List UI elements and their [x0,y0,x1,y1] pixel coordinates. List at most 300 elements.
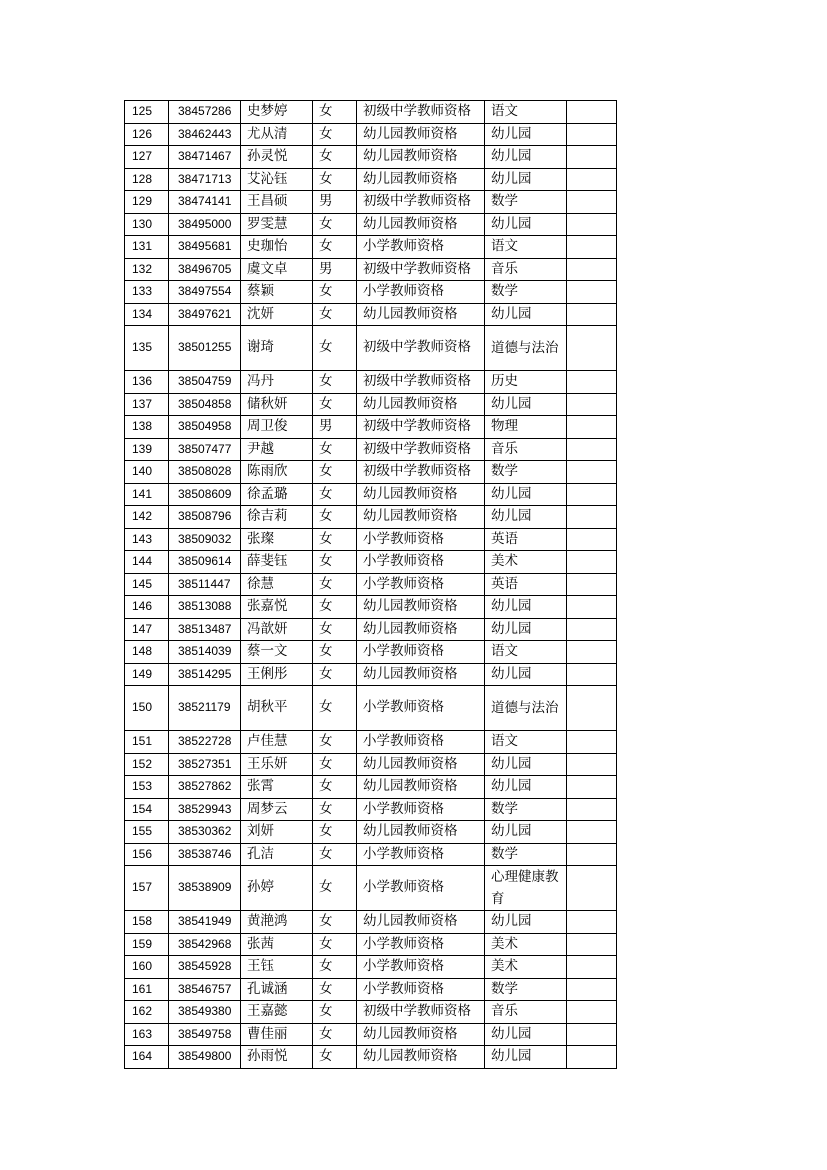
subject-cell: 历史 [485,371,567,394]
qualification-cell: 小学教师资格 [357,528,485,551]
candidate-id-cell: 38497554 [169,281,241,304]
qualification-cell: 小学教师资格 [357,573,485,596]
qualification-cell: 幼儿园教师资格 [357,821,485,844]
candidate-id-cell: 38471467 [169,146,241,169]
gender-cell: 女 [313,618,357,641]
candidate-id-cell: 38522728 [169,731,241,754]
subject-cell: 幼儿园 [485,168,567,191]
gender-cell: 女 [313,281,357,304]
candidate-id-cell: 38514039 [169,641,241,664]
gender-cell: 女 [313,146,357,169]
candidate-name-cell: 王俐彤 [241,663,313,686]
note-cell [567,686,617,731]
candidate-id-cell: 38542968 [169,933,241,956]
candidate-name-cell: 张茜 [241,933,313,956]
note-cell [567,956,617,979]
candidate-id-cell: 38508609 [169,483,241,506]
gender-cell: 女 [313,326,357,371]
row-number-cell: 126 [125,123,169,146]
table-row [125,798,617,821]
qualification-cell: 幼儿园教师资格 [357,776,485,799]
gender-cell: 男 [313,191,357,214]
table-row [125,101,617,124]
row-number-cell: 145 [125,573,169,596]
row-number-cell: 160 [125,956,169,979]
candidate-id-cell: 38545928 [169,956,241,979]
candidate-name-cell: 罗雯慧 [241,213,313,236]
qualification-cell: 小学教师资格 [357,236,485,259]
note-cell [567,753,617,776]
candidate-id-cell: 38521179 [169,686,241,731]
qualification-cell: 小学教师资格 [357,686,485,731]
candidate-name-cell: 孙灵悦 [241,146,313,169]
qualification-cell: 幼儿园教师资格 [357,618,485,641]
row-number-cell: 134 [125,303,169,326]
subject-cell: 音乐 [485,438,567,461]
note-cell [567,821,617,844]
qualification-cell: 初级中学教师资格 [357,371,485,394]
row-number-cell: 135 [125,326,169,371]
subject-cell: 语文 [485,101,567,124]
note-cell [567,1001,617,1024]
table-row [125,281,617,304]
qualification-cell: 幼儿园教师资格 [357,1023,485,1046]
subject-cell: 音乐 [485,258,567,281]
note-cell [567,506,617,529]
row-number-cell: 156 [125,843,169,866]
qualification-cell: 小学教师资格 [357,956,485,979]
qualification-cell: 初级中学教师资格 [357,438,485,461]
table-row [125,146,617,169]
qualification-cell: 幼儿园教师资格 [357,168,485,191]
qualification-cell: 小学教师资格 [357,843,485,866]
table-row [125,123,617,146]
candidate-id-cell: 38509614 [169,551,241,574]
candidate-id-cell: 38549380 [169,1001,241,1024]
gender-cell: 女 [313,393,357,416]
candidate-name-cell: 孔洁 [241,843,313,866]
row-number-cell: 147 [125,618,169,641]
table-row [125,1046,617,1069]
candidate-id-cell: 38514295 [169,663,241,686]
row-number-cell: 161 [125,978,169,1001]
row-number-cell: 159 [125,933,169,956]
gender-cell: 女 [313,956,357,979]
note-cell [567,1046,617,1069]
gender-cell: 女 [313,461,357,484]
subject-cell: 美术 [485,551,567,574]
candidate-name-cell: 徐慧 [241,573,313,596]
qualification-cell: 幼儿园教师资格 [357,596,485,619]
subject-cell: 幼儿园 [485,483,567,506]
subject-cell: 幼儿园 [485,213,567,236]
candidate-name-cell: 周卫俊 [241,416,313,439]
gender-cell: 女 [313,506,357,529]
note-cell [567,146,617,169]
candidate-name-cell: 冯歆妍 [241,618,313,641]
qualification-cell: 初级中学教师资格 [357,101,485,124]
qualification-cell: 幼儿园教师资格 [357,303,485,326]
table-row [125,213,617,236]
candidate-id-cell: 38546757 [169,978,241,1001]
candidate-name-cell: 徐孟璐 [241,483,313,506]
row-number-cell: 127 [125,146,169,169]
candidate-name-cell: 蔡一文 [241,641,313,664]
note-cell [567,911,617,934]
candidate-id-cell: 38497621 [169,303,241,326]
candidate-id-cell: 38471713 [169,168,241,191]
table-row [125,483,617,506]
subject-cell: 语文 [485,236,567,259]
table-row [125,821,617,844]
gender-cell: 女 [313,978,357,1001]
gender-cell: 女 [313,438,357,461]
subject-cell: 幼儿园 [485,821,567,844]
table-row [125,236,617,259]
subject-cell: 道德与法治 [485,326,567,371]
row-number-cell: 143 [125,528,169,551]
subject-cell: 数学 [485,978,567,1001]
note-cell [567,528,617,551]
table-row [125,573,617,596]
gender-cell: 女 [313,1023,357,1046]
table-row [125,528,617,551]
candidate-name-cell: 储秋妍 [241,393,313,416]
gender-cell: 女 [313,798,357,821]
qualification-cell: 小学教师资格 [357,933,485,956]
gender-cell: 女 [313,821,357,844]
qualification-cell: 幼儿园教师资格 [357,146,485,169]
candidate-table [124,100,617,1069]
row-number-cell: 138 [125,416,169,439]
candidate-table-body [125,101,617,1069]
row-number-cell: 150 [125,686,169,731]
note-cell [567,798,617,821]
note-cell [567,281,617,304]
note-cell [567,168,617,191]
table-row [125,731,617,754]
subject-cell: 音乐 [485,1001,567,1024]
gender-cell: 女 [313,1046,357,1069]
table-row [125,303,617,326]
row-number-cell: 125 [125,101,169,124]
note-cell [567,663,617,686]
candidate-name-cell: 徐吉莉 [241,506,313,529]
candidate-name-cell: 史梦婷 [241,101,313,124]
gender-cell: 女 [313,641,357,664]
candidate-name-cell: 沈妍 [241,303,313,326]
table-row [125,776,617,799]
note-cell [567,978,617,1001]
note-cell [567,461,617,484]
candidate-name-cell: 尹越 [241,438,313,461]
candidate-name-cell: 薛斐钰 [241,551,313,574]
row-number-cell: 144 [125,551,169,574]
note-cell [567,483,617,506]
candidate-id-cell: 38529943 [169,798,241,821]
table-row [125,978,617,1001]
candidate-id-cell: 38504958 [169,416,241,439]
table-row [125,956,617,979]
row-number-cell: 158 [125,911,169,934]
candidate-id-cell: 38507477 [169,438,241,461]
table-row [125,911,617,934]
row-number-cell: 132 [125,258,169,281]
subject-cell: 幼儿园 [485,1023,567,1046]
subject-cell: 数学 [485,281,567,304]
note-cell [567,866,617,911]
candidate-name-cell: 孙雨悦 [241,1046,313,1069]
table-row [125,438,617,461]
gender-cell: 女 [313,573,357,596]
note-cell [567,618,617,641]
table-row [125,663,617,686]
candidate-id-cell: 38513088 [169,596,241,619]
table-row [125,1023,617,1046]
row-number-cell: 137 [125,393,169,416]
gender-cell: 女 [313,303,357,326]
candidate-id-cell: 38538909 [169,866,241,911]
row-number-cell: 130 [125,213,169,236]
table-row [125,933,617,956]
candidate-name-cell: 艾沁钰 [241,168,313,191]
row-number-cell: 140 [125,461,169,484]
subject-cell: 幼儿园 [485,753,567,776]
candidate-id-cell: 38508796 [169,506,241,529]
subject-cell: 幼儿园 [485,146,567,169]
subject-cell: 幼儿园 [485,303,567,326]
gender-cell: 女 [313,483,357,506]
subject-cell: 英语 [485,573,567,596]
gender-cell: 女 [313,663,357,686]
qualification-cell: 初级中学教师资格 [357,416,485,439]
subject-cell: 英语 [485,528,567,551]
gender-cell: 女 [313,1001,357,1024]
candidate-name-cell: 胡秋平 [241,686,313,731]
row-number-cell: 149 [125,663,169,686]
note-cell [567,258,617,281]
qualification-cell: 幼儿园教师资格 [357,123,485,146]
row-number-cell: 155 [125,821,169,844]
qualification-cell: 小学教师资格 [357,798,485,821]
gender-cell: 女 [313,933,357,956]
qualification-cell: 幼儿园教师资格 [357,663,485,686]
candidate-name-cell: 卢佳慧 [241,731,313,754]
table-row [125,416,617,439]
note-cell [567,731,617,754]
note-cell [567,933,617,956]
gender-cell: 女 [313,731,357,754]
note-cell [567,1023,617,1046]
qualification-cell: 初级中学教师资格 [357,461,485,484]
table-row [125,686,617,731]
qualification-cell: 小学教师资格 [357,731,485,754]
table-row [125,371,617,394]
note-cell [567,123,617,146]
candidate-id-cell: 38496705 [169,258,241,281]
gender-cell: 女 [313,168,357,191]
subject-cell: 物理 [485,416,567,439]
qualification-cell: 小学教师资格 [357,551,485,574]
table-row [125,258,617,281]
candidate-id-cell: 38495000 [169,213,241,236]
candidate-name-cell: 黄滟鸿 [241,911,313,934]
gender-cell: 男 [313,416,357,439]
qualification-cell: 初级中学教师资格 [357,1001,485,1024]
gender-cell: 女 [313,551,357,574]
gender-cell: 女 [313,866,357,911]
row-number-cell: 129 [125,191,169,214]
table-row [125,866,617,911]
gender-cell: 女 [313,236,357,259]
candidate-name-cell: 王乐妍 [241,753,313,776]
subject-cell: 幼儿园 [485,1046,567,1069]
candidate-id-cell: 38462443 [169,123,241,146]
row-number-cell: 152 [125,753,169,776]
candidate-name-cell: 刘妍 [241,821,313,844]
qualification-cell: 初级中学教师资格 [357,258,485,281]
subject-cell: 幼儿园 [485,506,567,529]
gender-cell: 男 [313,258,357,281]
qualification-cell: 初级中学教师资格 [357,191,485,214]
candidate-name-cell: 谢琦 [241,326,313,371]
candidate-name-cell: 蔡颖 [241,281,313,304]
qualification-cell: 幼儿园教师资格 [357,213,485,236]
subject-cell: 幼儿园 [485,596,567,619]
table-row [125,753,617,776]
qualification-cell: 小学教师资格 [357,641,485,664]
row-number-cell: 154 [125,798,169,821]
table-row [125,326,617,371]
subject-cell: 幼儿园 [485,618,567,641]
row-number-cell: 151 [125,731,169,754]
candidate-id-cell: 38508028 [169,461,241,484]
subject-cell: 幼儿园 [485,776,567,799]
row-number-cell: 162 [125,1001,169,1024]
subject-cell: 美术 [485,956,567,979]
row-number-cell: 139 [125,438,169,461]
candidate-id-cell: 38541949 [169,911,241,934]
note-cell [567,371,617,394]
gender-cell: 女 [313,101,357,124]
qualification-cell: 幼儿园教师资格 [357,911,485,934]
qualification-cell: 小学教师资格 [357,281,485,304]
subject-cell: 美术 [485,933,567,956]
note-cell [567,573,617,596]
candidate-id-cell: 38549758 [169,1023,241,1046]
table-row [125,191,617,214]
row-number-cell: 128 [125,168,169,191]
qualification-cell: 初级中学教师资格 [357,326,485,371]
row-number-cell: 146 [125,596,169,619]
candidate-id-cell: 38527862 [169,776,241,799]
row-number-cell: 148 [125,641,169,664]
row-number-cell: 164 [125,1046,169,1069]
table-row [125,843,617,866]
subject-cell: 数学 [485,843,567,866]
candidate-id-cell: 38501255 [169,326,241,371]
gender-cell: 女 [313,686,357,731]
note-cell [567,213,617,236]
row-number-cell: 163 [125,1023,169,1046]
candidate-name-cell: 周梦云 [241,798,313,821]
candidate-name-cell: 尤从清 [241,123,313,146]
gender-cell: 女 [313,843,357,866]
candidate-name-cell: 王昌硕 [241,191,313,214]
qualification-cell: 幼儿园教师资格 [357,1046,485,1069]
candidate-id-cell: 38504759 [169,371,241,394]
row-number-cell: 131 [125,236,169,259]
note-cell [567,393,617,416]
table-row [125,1001,617,1024]
gender-cell: 女 [313,753,357,776]
subject-cell: 语文 [485,641,567,664]
candidate-name-cell: 孔诚涵 [241,978,313,1001]
candidate-name-cell: 王钰 [241,956,313,979]
candidate-name-cell: 孙婷 [241,866,313,911]
candidate-name-cell: 陈雨欣 [241,461,313,484]
subject-cell: 语文 [485,731,567,754]
subject-cell: 道德与法治 [485,686,567,731]
qualification-cell: 幼儿园教师资格 [357,506,485,529]
note-cell [567,101,617,124]
candidate-id-cell: 38511447 [169,573,241,596]
gender-cell: 女 [313,123,357,146]
gender-cell: 女 [313,213,357,236]
qualification-cell: 小学教师资格 [357,866,485,911]
candidate-id-cell: 38457286 [169,101,241,124]
subject-cell: 数学 [485,798,567,821]
candidate-name-cell: 张霄 [241,776,313,799]
row-number-cell: 157 [125,866,169,911]
qualification-cell: 幼儿园教师资格 [357,393,485,416]
subject-cell: 幼儿园 [485,911,567,934]
candidate-id-cell: 38509032 [169,528,241,551]
candidate-id-cell: 38530362 [169,821,241,844]
gender-cell: 女 [313,596,357,619]
qualification-cell: 幼儿园教师资格 [357,753,485,776]
note-cell [567,551,617,574]
subject-cell: 数学 [485,191,567,214]
gender-cell: 女 [313,371,357,394]
table-row [125,393,617,416]
note-cell [567,416,617,439]
subject-cell: 心理健康教育 [485,866,567,911]
row-number-cell: 136 [125,371,169,394]
note-cell [567,596,617,619]
table-row [125,506,617,529]
row-number-cell: 142 [125,506,169,529]
candidate-id-cell: 38504858 [169,393,241,416]
subject-cell: 幼儿园 [485,663,567,686]
note-cell [567,641,617,664]
subject-cell: 幼儿园 [485,123,567,146]
table-row [125,641,617,664]
candidate-name-cell: 张嘉悦 [241,596,313,619]
note-cell [567,438,617,461]
candidate-id-cell: 38527351 [169,753,241,776]
candidate-id-cell: 38538746 [169,843,241,866]
gender-cell: 女 [313,911,357,934]
candidate-name-cell: 曹佳丽 [241,1023,313,1046]
table-row [125,596,617,619]
candidate-id-cell: 38495681 [169,236,241,259]
table-row [125,618,617,641]
row-number-cell: 133 [125,281,169,304]
note-cell [567,843,617,866]
qualification-cell: 幼儿园教师资格 [357,483,485,506]
table-row [125,168,617,191]
